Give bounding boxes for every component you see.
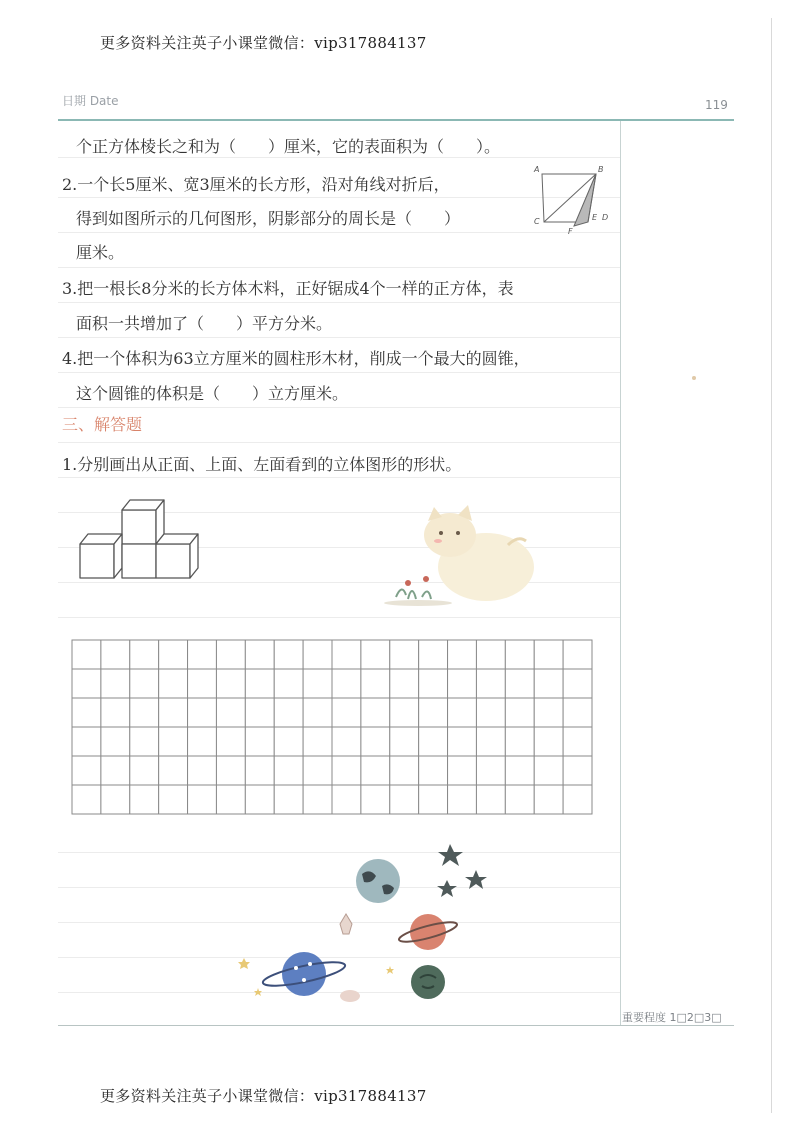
bottom-right-cube-front (156, 544, 190, 578)
grid-cell[interactable] (534, 785, 563, 814)
watermark-top: 更多资料关注英子小课堂微信：vip317884137 (100, 34, 427, 52)
grid-cell[interactable] (361, 698, 390, 727)
grid-cell[interactable] (476, 698, 505, 727)
label-a: A (534, 165, 540, 174)
ruled-line (58, 372, 620, 373)
grid-cell[interactable] (448, 640, 477, 669)
grid-cell[interactable] (130, 669, 159, 698)
grid-cell[interactable] (274, 785, 303, 814)
cat-eye-left (439, 531, 443, 535)
grid-cell[interactable] (419, 756, 448, 785)
top-cube-front (122, 510, 156, 544)
section-3-question-1: 1.分别画出从正面、上面、左面看到的立体图形的形状。 (62, 455, 462, 474)
ruled-line (58, 157, 620, 158)
bottom-middle-cube-front (122, 544, 156, 578)
grid-cell[interactable] (274, 640, 303, 669)
grid-cell[interactable] (534, 698, 563, 727)
grid-cell[interactable] (505, 669, 534, 698)
grid-cell[interactable] (303, 640, 332, 669)
grid-cell[interactable] (505, 756, 534, 785)
grid-cell[interactable] (72, 785, 101, 814)
star-icon (437, 880, 457, 897)
grid-cell[interactable] (563, 727, 592, 756)
grid-cell[interactable] (390, 698, 419, 727)
flower-right (423, 576, 429, 582)
grid-cell[interactable] (448, 669, 477, 698)
grid-cell[interactable] (159, 727, 188, 756)
grid-cell[interactable] (419, 640, 448, 669)
grid-cell[interactable] (130, 727, 159, 756)
grid-cell[interactable] (361, 785, 390, 814)
grid-cell[interactable] (216, 640, 245, 669)
grid-cell[interactable] (216, 669, 245, 698)
grid-cell[interactable] (390, 669, 419, 698)
grid-cell[interactable] (303, 756, 332, 785)
folded-rectangle-figure (530, 162, 610, 234)
ringed-planet-icon (410, 914, 446, 950)
ruled-line (58, 267, 620, 268)
grid-cell[interactable] (159, 785, 188, 814)
grid-cell[interactable] (419, 669, 448, 698)
grid-cell[interactable] (216, 785, 245, 814)
grid-cell[interactable] (216, 698, 245, 727)
star-icon (438, 844, 463, 866)
grid-cell[interactable] (245, 727, 274, 756)
grid-cell[interactable] (188, 785, 217, 814)
grid-cell[interactable] (505, 698, 534, 727)
grid-cell[interactable] (130, 785, 159, 814)
grid-cell[interactable] (476, 640, 505, 669)
grid-cell[interactable] (534, 756, 563, 785)
grid-cell[interactable] (188, 640, 217, 669)
grid-cell[interactable] (159, 698, 188, 727)
grid-cell[interactable] (361, 727, 390, 756)
grid-cell[interactable] (159, 669, 188, 698)
importance-rating: 重要程度 1□2□3□ (622, 1011, 722, 1024)
page-edge (771, 18, 772, 1113)
ruled-line (58, 337, 620, 338)
ruled-line (58, 477, 620, 478)
grid-cell[interactable] (505, 640, 534, 669)
ruled-line (58, 442, 620, 443)
grid-cell[interactable] (303, 785, 332, 814)
grid-cell[interactable] (188, 698, 217, 727)
label-f: F (568, 227, 573, 236)
grid-cell[interactable] (101, 669, 130, 698)
yellow-star-icon (386, 966, 394, 974)
grid-cell[interactable] (274, 698, 303, 727)
section-3-title: 三、解答题 (62, 415, 143, 434)
planet-earth-icon (356, 859, 400, 903)
grid-cell[interactable] (448, 785, 477, 814)
bottom-left-cube-front (80, 544, 114, 578)
cube-solid-figure (76, 494, 206, 589)
question-2-line1: 2.一个长5厘米、宽3厘米的长方形，沿对角线对折后， (62, 175, 450, 194)
grid-cell[interactable] (130, 756, 159, 785)
ground-shadow (384, 600, 452, 606)
label-e: E (592, 213, 598, 222)
grid-cell[interactable] (332, 640, 361, 669)
question-1-tail: 个正方体棱长之和为（ ）厘米，它的表面积为（ ）。 (76, 137, 501, 156)
grid-cell[interactable] (72, 669, 101, 698)
decorative-dot (692, 376, 696, 380)
grid-cell[interactable] (101, 756, 130, 785)
grid-cell[interactable] (72, 698, 101, 727)
green-planet-icon (411, 965, 445, 999)
grid-cell[interactable] (361, 756, 390, 785)
watermark-bottom: 更多资料关注英子小课堂微信：vip317884137 (100, 1087, 427, 1105)
grid-cell[interactable] (505, 785, 534, 814)
question-2-line2: 得到如图所示的几何图形，阴影部分的周长是（ ） (76, 209, 461, 228)
grid-cell[interactable] (476, 727, 505, 756)
grid-cell[interactable] (332, 669, 361, 698)
answer-grid[interactable] (72, 640, 592, 814)
label-b: B (598, 165, 604, 174)
grid-cell[interactable] (534, 727, 563, 756)
grid-cell[interactable] (188, 727, 217, 756)
grid-cell[interactable] (101, 727, 130, 756)
header-line (58, 119, 734, 121)
grid-cell[interactable] (332, 756, 361, 785)
grid-cell[interactable] (534, 640, 563, 669)
question-3-line2: 面积一共增加了（ ）平方分米。 (76, 314, 333, 333)
footer-line (58, 1025, 734, 1026)
grid-cell[interactable] (303, 698, 332, 727)
grid-cell[interactable] (361, 640, 390, 669)
grid-cell[interactable] (216, 727, 245, 756)
yellow-star-icon (254, 988, 262, 996)
ruled-line (58, 617, 620, 618)
grid-cell[interactable] (448, 727, 477, 756)
grid-cell[interactable] (476, 756, 505, 785)
grid-cell[interactable] (303, 727, 332, 756)
question-3-line1: 3.把一根长8分米的长方体木料，正好锯成4个一样的正方体，表 (62, 279, 514, 298)
grid-cell[interactable] (476, 785, 505, 814)
grid-cell[interactable] (101, 785, 130, 814)
grid-cell[interactable] (159, 640, 188, 669)
planet-star-dot (294, 966, 298, 970)
grid-cell[interactable] (303, 669, 332, 698)
grid-cell[interactable] (245, 640, 274, 669)
grid-cell[interactable] (390, 640, 419, 669)
flower-left (405, 580, 411, 586)
grid-cell[interactable] (188, 756, 217, 785)
label-c: C (534, 217, 540, 226)
grid-cell[interactable] (390, 727, 419, 756)
grid-cell[interactable] (534, 669, 563, 698)
blue-planet-icon (282, 952, 326, 996)
cat-eye-right (456, 531, 460, 535)
grid-cell[interactable] (563, 640, 592, 669)
yellow-star-icon (238, 958, 250, 969)
ruled-line (58, 407, 620, 408)
ruled-line (58, 302, 620, 303)
planet-star-dot (308, 962, 312, 966)
grid-cell[interactable] (390, 756, 419, 785)
rocket-icon (340, 914, 352, 934)
grass-sprigs (396, 589, 431, 599)
grid-cell[interactable] (361, 669, 390, 698)
grid-cell[interactable] (159, 756, 188, 785)
page-number: 119 (705, 98, 728, 112)
cat-blush (434, 539, 442, 543)
grid-cell[interactable] (419, 785, 448, 814)
grid-cell[interactable] (130, 640, 159, 669)
grid-cell[interactable] (563, 669, 592, 698)
grid-cell[interactable] (563, 756, 592, 785)
grid-cell[interactable] (332, 785, 361, 814)
grid-cell[interactable] (130, 698, 159, 727)
planet-star-dot (302, 978, 306, 982)
date-label: 日期 Date (62, 94, 119, 108)
grid-cell[interactable] (419, 727, 448, 756)
grid-cell[interactable] (505, 727, 534, 756)
grid-cell[interactable] (245, 669, 274, 698)
grid-cell[interactable] (188, 669, 217, 698)
grid-cell[interactable] (563, 785, 592, 814)
grid-cell[interactable] (72, 756, 101, 785)
grid-cell[interactable] (245, 698, 274, 727)
grid-cell[interactable] (245, 785, 274, 814)
grid-cell[interactable] (332, 727, 361, 756)
grid-cell[interactable] (419, 698, 448, 727)
cat-illustration (378, 505, 543, 610)
grid-cell[interactable] (332, 698, 361, 727)
ufo-icon (340, 990, 360, 1002)
grid-cell[interactable] (448, 698, 477, 727)
question-4-line1: 4.把一个体积为63立方厘米的圆柱形木材，削成一个最大的圆锥， (62, 349, 530, 368)
grid-cell[interactable] (101, 698, 130, 727)
margin-line (620, 121, 621, 1026)
grid-cell[interactable] (563, 698, 592, 727)
grid-cell[interactable] (390, 785, 419, 814)
grid-cell[interactable] (274, 669, 303, 698)
space-illustration (232, 836, 472, 1011)
grid-cell[interactable] (101, 640, 130, 669)
grid-cell[interactable] (476, 669, 505, 698)
grid-cell[interactable] (274, 756, 303, 785)
grid-cell[interactable] (245, 756, 274, 785)
grid-cell[interactable] (274, 727, 303, 756)
grid-cell[interactable] (72, 727, 101, 756)
question-2-line3: 厘米。 (76, 243, 125, 262)
label-d: D (602, 213, 609, 222)
question-4-line2: 这个圆锥的体积是（ ）立方厘米。 (76, 384, 349, 403)
grid-cell[interactable] (216, 756, 245, 785)
grid-cell[interactable] (72, 640, 101, 669)
grid-cell[interactable] (448, 756, 477, 785)
